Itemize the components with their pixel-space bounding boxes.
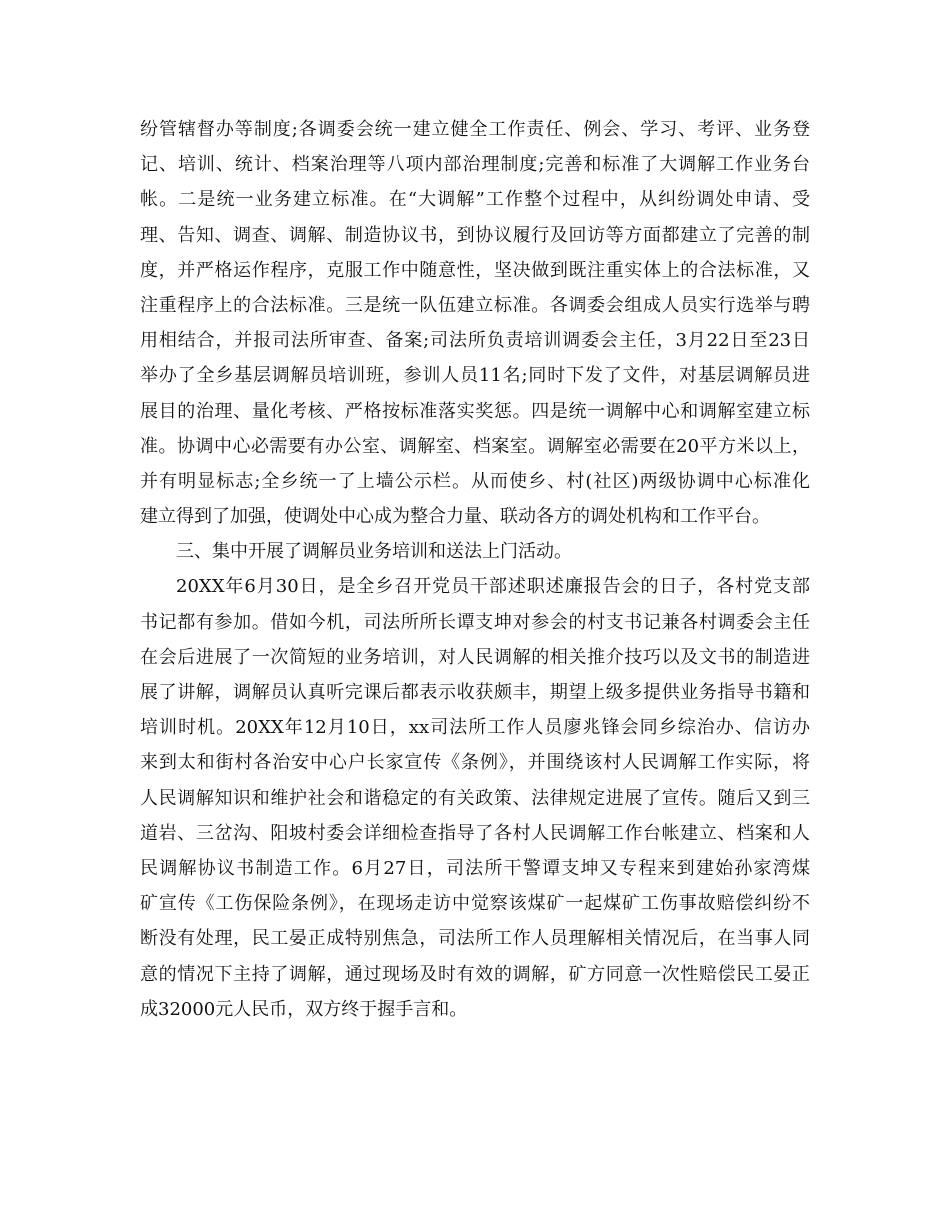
text-line: 记、培训、统计、档案治理等八项内部治理制度;完善和标准了大调解工作业务台 (140, 154, 810, 176)
text-line: 意的情况下主持了调解，通过现场及时有效的调解，矿方同意一次性赔偿民工晏正 (140, 963, 810, 985)
paragraph (140, 569, 810, 1026)
text-line: 在会后进展了一次简短的业务培训，对人民调解的相关推介技巧以及文书的制造进 (140, 646, 810, 668)
text-line: 人民调解知识和维护社会和谐稳定的有关政策、法律规定进展了宣传。随后又到三 (140, 787, 810, 809)
text-line: 举办了全乡基层调解员培训班，参训人员11名;同时下发了文件，对基层调解员进 (140, 365, 810, 387)
text-line: 培训时机。20XX年12月10日，xx司法所工作人员廖兆锋会同乡综治办、信访办 (140, 717, 810, 739)
text-line: 矿宣传《工伤保险条例》，在现场走访中觉察该煤矿一起煤矿工伤事故赔偿纠纷不 (140, 893, 810, 915)
text-line: 展目的治理、量化考核、严格按标准落实奖惩。四是统一调解中心和调解室建立标 (140, 400, 810, 422)
text-line: 帐。二是统一业务建立标准。在“大调解”工作整个过程中，从纠纷调处申请、受 (140, 189, 810, 211)
text-line: 理、告知、调查、调解、制造协议书，到协议履行及回访等方面都建立了完善的制 (140, 224, 810, 246)
text-line: 三、集中开展了调解员业务培训和送法上门活动。 (176, 541, 572, 563)
text-line: 并有明显标志;全乡统一了上墙公示栏。从而使乡、村(社区)两级协调中心标准化 (140, 470, 810, 492)
paragraph (140, 534, 810, 569)
text-line: 展了讲解，调解员认真听完课后都表示收获颇丰，期望上级多提供业务指导书籍和 (140, 682, 810, 703)
text-line: 来到太和街村各治安中心户长家宣传《条例》，并围绕该村人民调解工作实际，将 (140, 752, 810, 774)
text-line: 度，并严格运作程序，克服工作中随意性，坚决做到既注重实体上的合法标准，又 (140, 259, 810, 281)
text-line: 建立得到了加强，使调处中心成为整合力量、联动各方的调处机构和工作平台。 (140, 506, 770, 528)
text-line: 用相结合，并报司法所审查、备案;司法所负责培训调委会主任，3月22日至23日 (140, 330, 810, 352)
text-line: 注重程序上的合法标准。三是统一队伍建立标准。各调委会组成人员实行选举与聘 (140, 294, 810, 316)
document-body (140, 112, 810, 1027)
text-line: 书记都有参加。借如今机，司法所所长谭支坤对参会的村支书记兼各村调委会主任 (140, 611, 810, 633)
text-line: 道岩、三岔沟、阳坡村委会详细检查指导了各村人民调解工作台帐建立、档案和人 (140, 822, 810, 844)
paragraph (140, 112, 810, 534)
text-line: 20XX年6月30日，是全乡召开党员干部述职述廉报告会的日子，各村党支部 (176, 576, 810, 598)
text-line: 准。协调中心必需要有办公室、调解室、档案室。调解室必需要在20平方米以上， (140, 435, 810, 457)
text-line: 民调解协议书制造工作。6月27日，司法所干警谭支坤又专程来到建始孙家湾煤 (140, 857, 810, 879)
text-line: 成32000元人民币，双方终于握手言和。 (140, 998, 468, 1020)
text-line: 断没有处理，民工晏正成特别焦急，司法所工作人员理解相关情况后，在当事人同 (140, 928, 810, 950)
text-line: 纷管辖督办等制度;各调委会统一建立健全工作责任、例会、学习、考评、业务登 (140, 119, 810, 140)
